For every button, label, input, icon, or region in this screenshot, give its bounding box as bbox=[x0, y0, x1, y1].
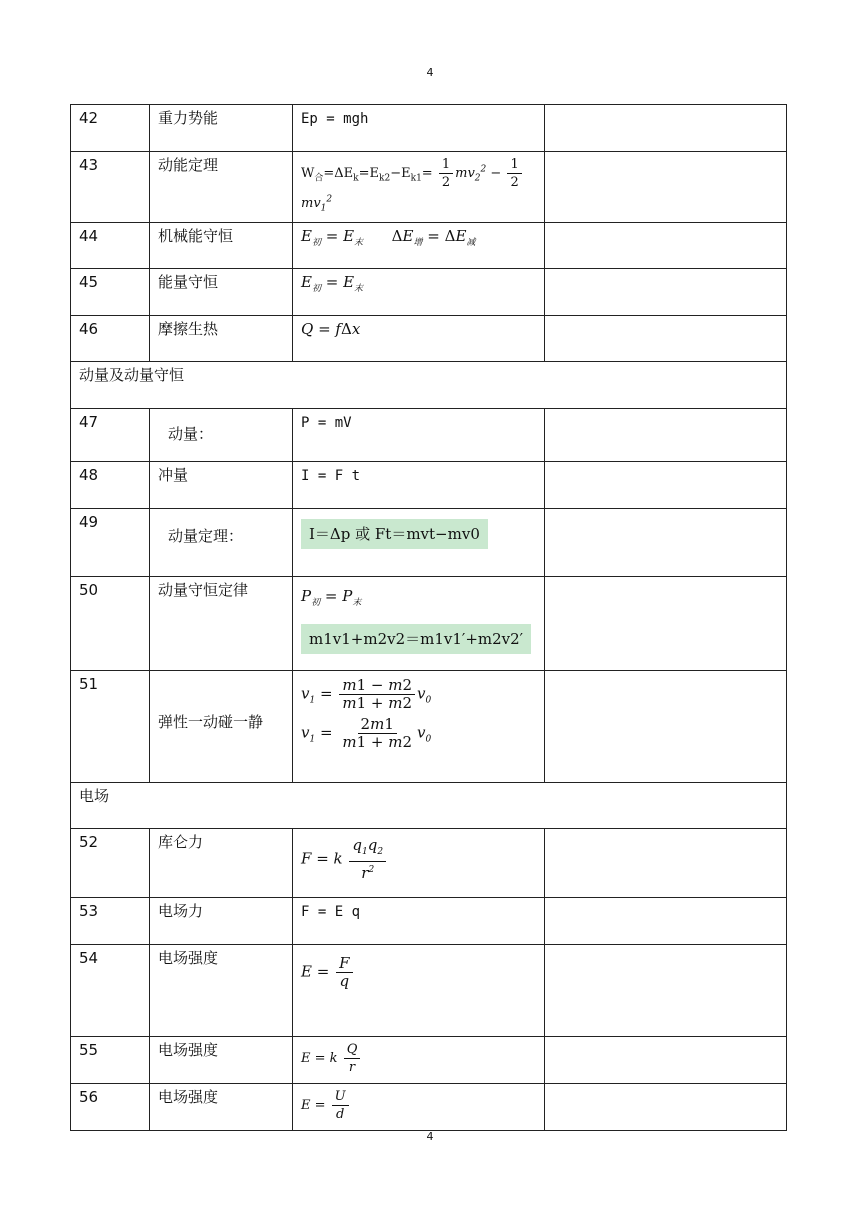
row-name: 电场强度 bbox=[150, 944, 293, 1036]
formula-point-charge-field: E = k $\frac{Q}{r}$ bbox=[301, 1041, 536, 1076]
formula-uniform-field: E = $\frac{U}{d}$ bbox=[301, 1088, 536, 1123]
row-name: 库仑力 bbox=[150, 828, 293, 897]
table-row bbox=[71, 897, 787, 944]
formula-coulomb: F = k $\frac{q_1q_2}{r^2}$ bbox=[301, 837, 536, 882]
note-cell bbox=[545, 670, 787, 782]
row-number: 56 bbox=[71, 1083, 150, 1130]
note-cell bbox=[545, 1036, 787, 1083]
page-number-bottom: 4 bbox=[426, 1130, 434, 1143]
row-number: 49 bbox=[71, 508, 150, 576]
formula-impulse-theorem: I＝Δp 或 Ft＝mvt−mv0 bbox=[301, 519, 488, 549]
row-number: 47 bbox=[71, 408, 150, 461]
formula-cell bbox=[293, 408, 545, 461]
note-cell bbox=[545, 315, 787, 361]
formula-cell bbox=[293, 152, 545, 223]
row-number: 54 bbox=[71, 944, 150, 1036]
row-number: 48 bbox=[71, 461, 150, 508]
row-name: 摩擦生热 bbox=[150, 315, 293, 361]
formula-cell bbox=[293, 1036, 545, 1083]
formula-impulse: I = F t bbox=[301, 467, 361, 484]
note-cell bbox=[545, 897, 787, 944]
note-cell bbox=[545, 461, 787, 508]
row-name: 电场力 bbox=[150, 897, 293, 944]
section-row bbox=[71, 361, 787, 408]
row-number: 53 bbox=[71, 897, 150, 944]
note-cell bbox=[545, 944, 787, 1036]
row-name: 能量守恒 bbox=[150, 268, 293, 315]
formula-energy-conservation: $E_初 = E_末$ bbox=[301, 272, 364, 294]
row-name: 电场强度 bbox=[150, 1083, 293, 1130]
formula-momentum-conservation: $P_初 = P_末$ bbox=[301, 586, 362, 608]
row-number: 55 bbox=[71, 1036, 150, 1083]
row-number: 50 bbox=[71, 576, 150, 670]
table-row bbox=[71, 670, 787, 782]
formula-cell bbox=[293, 508, 545, 576]
row-name: 弹性一动碰一静 bbox=[158, 712, 264, 731]
table-row bbox=[71, 105, 787, 152]
note-cell bbox=[545, 508, 787, 576]
table-row bbox=[71, 268, 787, 315]
row-name: 重力势能 bbox=[150, 105, 293, 152]
table-row bbox=[71, 508, 787, 576]
formula-field-strength-def: E = $\frac{F}{q}$ bbox=[301, 955, 536, 990]
row-name: 动量守恒定律 bbox=[150, 576, 293, 670]
table-row bbox=[71, 222, 787, 268]
formula-cell bbox=[293, 315, 545, 361]
formula-momentum-collision: m1v1+m2v2＝m1v1′+m2v2′ bbox=[301, 624, 531, 654]
row-name: 冲量 bbox=[150, 461, 293, 508]
row-number: 51 bbox=[71, 670, 150, 782]
formula-cell bbox=[293, 461, 545, 508]
formula-momentum: P = mV bbox=[301, 414, 352, 431]
formula-elastic-v2: $v_1$ = $\frac{2m1}{m1 + m2}$ $v_0$ bbox=[301, 714, 432, 751]
table-row bbox=[71, 576, 787, 670]
page-number-top: 4 bbox=[426, 66, 434, 79]
row-name: 动量： bbox=[168, 424, 214, 443]
note-cell bbox=[545, 152, 787, 223]
row-number: 45 bbox=[71, 268, 150, 315]
formula-cell bbox=[293, 222, 545, 268]
formula-mechanical-conservation: $E_初 = E_末$ $\Delta E_增 = \Delta E_减$ bbox=[301, 226, 476, 248]
row-name: 机械能守恒 bbox=[150, 222, 293, 268]
table-row bbox=[71, 944, 787, 1036]
row-name: 电场强度 bbox=[150, 1036, 293, 1083]
section-title: 电场 bbox=[71, 782, 787, 828]
table-row bbox=[71, 828, 787, 897]
formula-elastic-v1: $v_1$ = $\frac{m1 - m2}{m1 + m2}$ $v_0$ bbox=[301, 675, 432, 712]
row-number: 44 bbox=[71, 222, 150, 268]
note-cell bbox=[545, 1083, 787, 1130]
table-row bbox=[71, 315, 787, 361]
section-row bbox=[71, 782, 787, 828]
formula-cell bbox=[293, 1083, 545, 1130]
row-name: 动量定理： bbox=[168, 526, 244, 545]
formula-cell bbox=[293, 105, 545, 152]
row-number: 52 bbox=[71, 828, 150, 897]
formula-cell bbox=[293, 828, 545, 897]
formula-potential-energy: Ep = mgh bbox=[301, 111, 369, 127]
formula-cell bbox=[293, 576, 545, 670]
note-cell bbox=[545, 222, 787, 268]
formula-cell bbox=[293, 670, 545, 782]
row-number: 43 bbox=[71, 152, 150, 223]
table-row bbox=[71, 152, 787, 223]
formula-kinetic-theorem: $W_合=\Delta E_k=E_{k2}-E_{k1}=$ $\frac{1}{2}$ $mv_2^2$ − $\frac{1}{2}$ $mv_1^2$ bbox=[301, 166, 524, 211]
formula-electric-force: F = E q bbox=[301, 903, 361, 920]
row-number: 46 bbox=[71, 315, 150, 361]
row-number: 42 bbox=[71, 105, 150, 152]
formula-cell bbox=[293, 944, 545, 1036]
note-cell bbox=[545, 828, 787, 897]
table-row bbox=[71, 1083, 787, 1130]
note-cell bbox=[545, 408, 787, 461]
note-cell bbox=[545, 105, 787, 152]
table-row bbox=[71, 1036, 787, 1083]
note-cell bbox=[545, 576, 787, 670]
note-cell bbox=[545, 268, 787, 315]
formula-cell bbox=[293, 897, 545, 944]
row-name: 动能定理 bbox=[150, 152, 293, 223]
formula-friction-heat: Q = fΔx bbox=[301, 319, 361, 338]
section-title: 动量及动量守恒 bbox=[71, 361, 787, 408]
table-row bbox=[71, 408, 787, 461]
formula-table bbox=[70, 104, 787, 1131]
table-row bbox=[71, 461, 787, 508]
formula-cell bbox=[293, 268, 545, 315]
